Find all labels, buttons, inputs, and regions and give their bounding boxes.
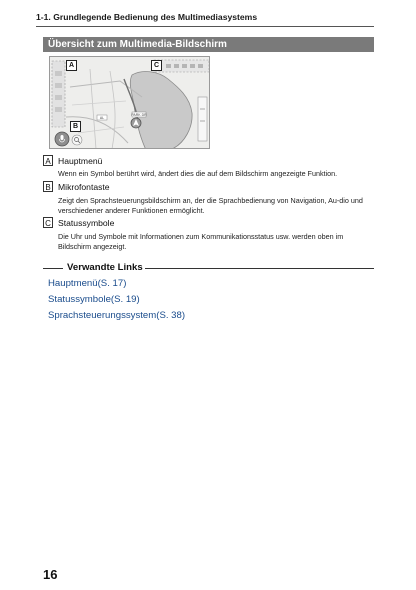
multimedia-screen-illustration <box>49 56 210 149</box>
related-divider-left <box>43 268 63 269</box>
related-links-title: Verwandte Links <box>67 262 143 273</box>
chapter-header: 1-1. Grundlegende Bedienung des Multimediasystems <box>36 12 258 22</box>
item-b-title: Mikrofontaste <box>58 182 110 192</box>
related-divider-right <box>144 268 374 269</box>
chapter-rule <box>36 26 374 27</box>
map-route-label: PARK DR <box>131 113 147 117</box>
page-number: 16 <box>43 567 58 582</box>
item-c-key: C <box>43 217 53 228</box>
item-a-title: Hauptmenü <box>58 156 103 166</box>
callout-c: C <box>151 60 162 71</box>
callout-a: A <box>66 60 77 71</box>
item-c-description: Die Uhr und Symbole mit Informationen zum Kommunikationsstatus usw. werden oben im Bildschirm angezeigt. <box>58 232 344 251</box>
item-c-title: Statussymbole <box>58 218 115 228</box>
item-a-key: A <box>43 155 53 166</box>
section-title-bar: Übersicht zum Multimedia-Bildschirm <box>43 37 374 52</box>
link-statussymbole[interactable]: Statussymbole(S. 19) <box>48 294 140 305</box>
item-a-description: Wenn ein Symbol berührt wird, ändert dies die auf dem Bildschirm angezeigte Funktion. <box>58 169 338 178</box>
link-hauptmenue[interactable]: Hauptmenü(S. 17) <box>48 278 127 289</box>
link-sprachsteuerungssystem[interactable]: Sprachsteuerungssystem(S. 38) <box>48 310 186 321</box>
item-b-description: Zeigt den Sprachsteuerungsbildschirm an, der die Sprachbedienung von Navigation, Au-dio und verschiedener anderer Funktionen ermöglicht. <box>58 196 363 215</box>
item-b-key: B <box>43 181 53 192</box>
callout-b: B <box>70 121 81 132</box>
map-mark-label: AL <box>99 116 105 120</box>
